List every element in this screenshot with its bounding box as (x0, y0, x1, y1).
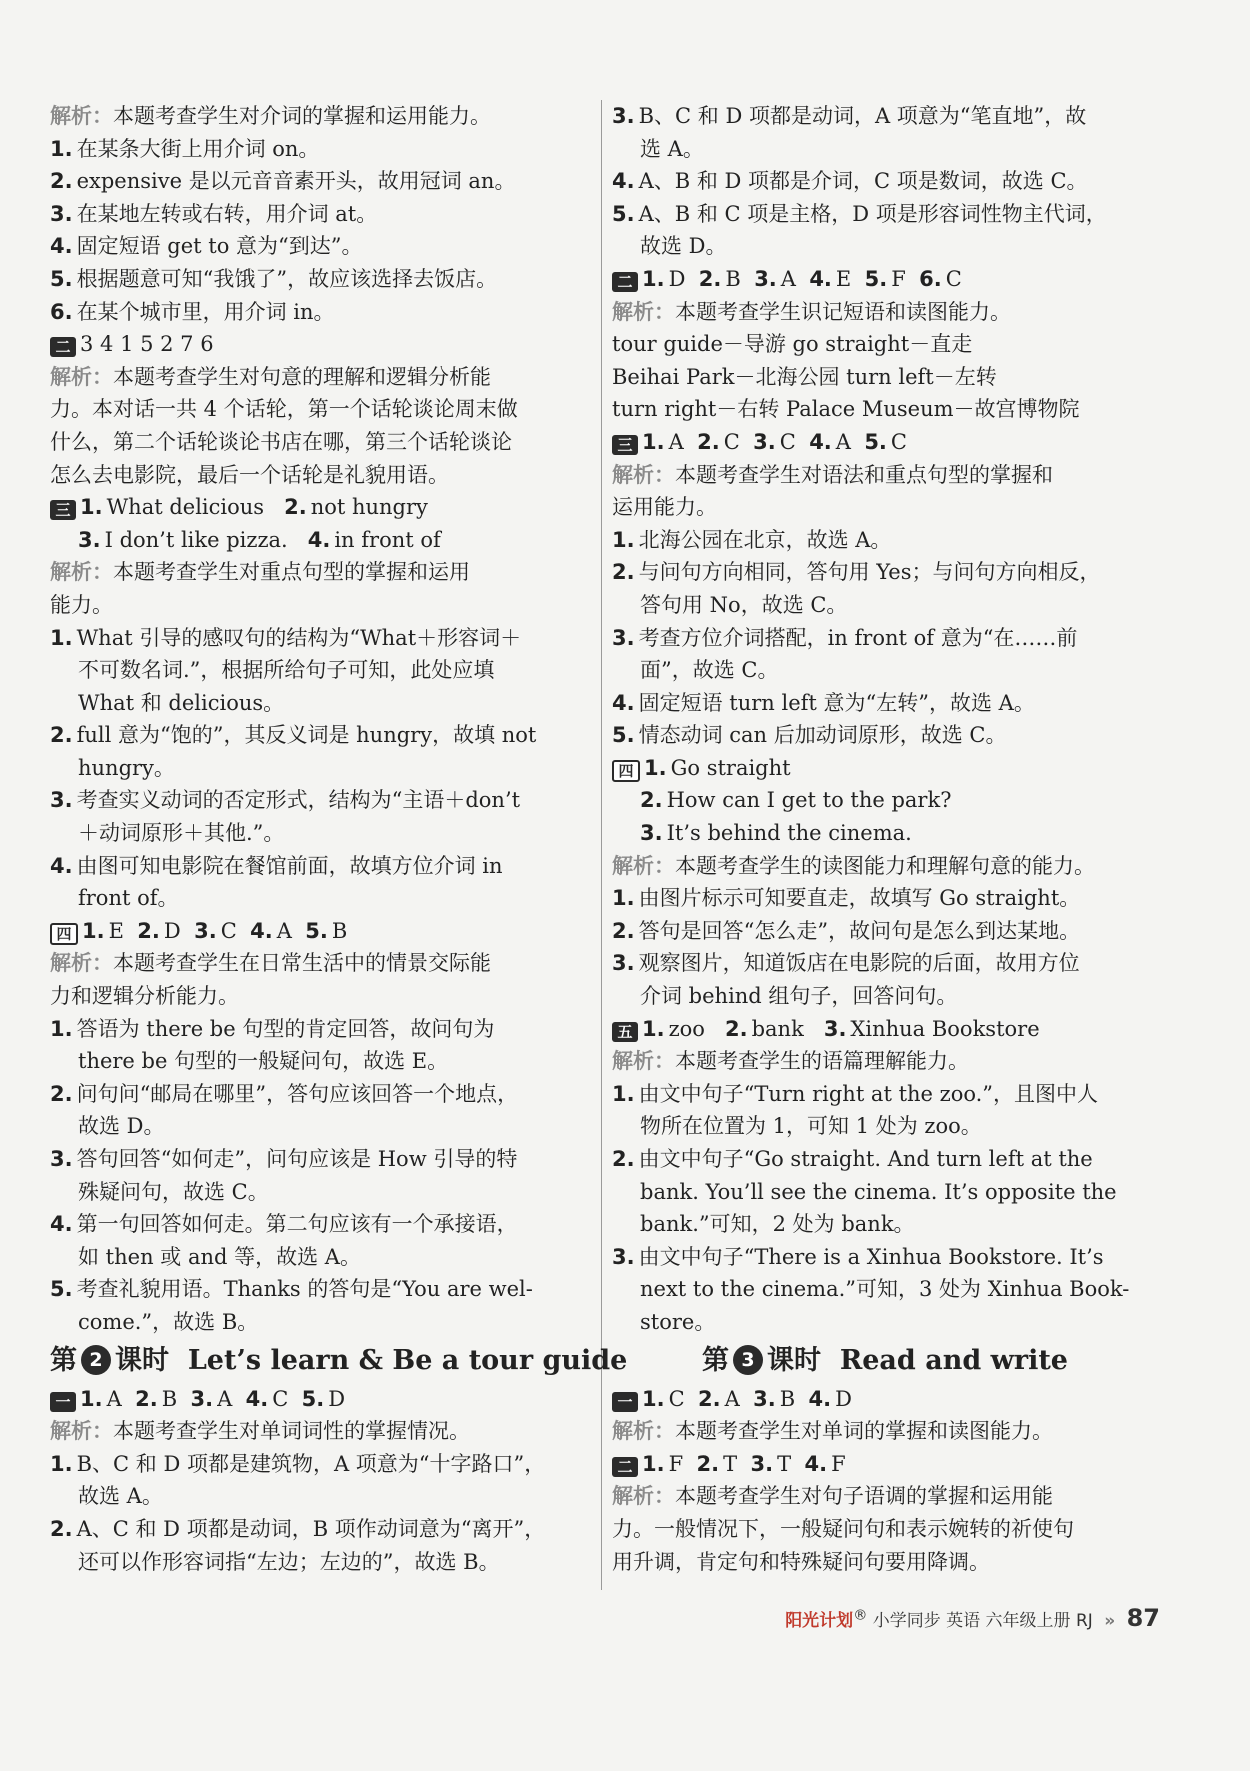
explanation-item: ＋动词原形＋其他.”。 (78, 821, 285, 846)
analysis-line: 怎么去电影院，最后一个话轮是礼貌用语。 (50, 462, 449, 487)
answer-line: 四 1. E 2. D 3. C 4. A 5. B (50, 915, 590, 948)
answer-line: 一 1. C 2. A 3. B 4. D (612, 1383, 1152, 1416)
left-column (50, 100, 628, 1578)
explanation-item: 3. 观察图片，知道饭店在电影院的后面，故用方位 (612, 951, 1080, 976)
explanation-item: 3. 由文中句子“There is a Xinhua Bookstore. It’s (612, 1244, 1104, 1269)
analysis-line: 运用能力。 (612, 495, 717, 520)
series-label: 小学同步 英语 六年级上册 RJ (872, 1611, 1093, 1631)
page-footer: 阳光计划® 小学同步 英语 六年级上册 RJ » 87 (785, 1604, 1160, 1632)
explanation-item: 故选 D。 (640, 234, 727, 259)
explanation-item: 1. 北海公园在北京，故选 A。 (612, 527, 892, 552)
answer-line: 二 1. D 2. B 3. A 4. E 5. F 6. C (612, 263, 1152, 296)
explanation-item: 5. 情态动词 can 后加动词原形，故选 C。 (612, 723, 1007, 748)
right-column (612, 100, 1152, 1578)
explanation-item: 2. 与问句方向相同，答句用 Yes；与问句方向相反， (612, 560, 1101, 585)
explanation-item: 选 A。 (640, 136, 704, 161)
explanation-item: 1. What 引导的感叹句的结构为“What＋形容词＋ (50, 625, 522, 650)
explanation-item: 1. 由图片标示可知要直走，故填写 Go straight。 (612, 886, 1081, 911)
analysis-line: 解析：本题考查学生对单词的掌握和读图能力。 (612, 1419, 1053, 1444)
answer-line: 3. I don’t like pizza. 4. in front of (78, 527, 441, 552)
explanation-item: 面”，故选 C。 (640, 658, 779, 683)
explanation-item: front of。 (78, 886, 179, 911)
explanation-item: 还可以作形容词指“左边；左边的”，故选 B。 (78, 1549, 500, 1574)
explanation-item: 1. 答语为 there be 句型的肯定回答，故问句为 (50, 1016, 495, 1041)
section-badge: 四 (612, 760, 640, 782)
analysis-line: 力。本对话一共 4 个话轮，第一个话轮谈论周末做 (50, 397, 518, 422)
page-number: 87 (1126, 1604, 1160, 1632)
section-badge: 二 (50, 337, 76, 357)
explanation-item: store。 (640, 1309, 716, 1334)
explanation-item: 3. 考查方位介词搭配，in front of 意为“在……前 (612, 625, 1078, 650)
vocab-line: turn right－右转 Palace Museum－故宫博物院 (612, 397, 1080, 422)
explanation-item: bank.”可知，2 处为 bank。 (640, 1212, 915, 1237)
analysis-line: 什么，第二个话轮谈论书店在哪，第三个话轮谈论 (50, 429, 512, 454)
explanation-item: 2. 由文中句子“Go straight. And turn left at the (612, 1147, 1093, 1171)
explanation-item: 4. 固定短语 turn left 意为“左转”，故选 A。 (612, 690, 1035, 715)
explanation-item: bank. You’ll see the cinema. It’s opposite the (640, 1179, 1117, 1204)
lesson-number-badge: 2 (81, 1345, 111, 1375)
analysis-line: 力。一般情况下，一般疑问句和表示婉转的祈使句 (612, 1516, 1074, 1541)
explanation-item: hungry。 (78, 755, 175, 780)
vocab-line: Beihai Park－北海公园 turn left－左转 (612, 364, 997, 389)
brand-name: 阳光计划 (785, 1611, 854, 1631)
explanation-item: 2. 问句问“邮局在哪里”，答句应该回答一个地点， (50, 1081, 519, 1106)
analysis-line: 用升调，肯定句和特殊疑问句要用降调。 (612, 1549, 990, 1574)
section-badge: 二 (612, 1457, 638, 1477)
analysis-line: 解析：本题考查学生的读图能力和理解句意的能力。 (612, 853, 1095, 878)
explanation-item: 5. A、B 和 C 项是主格，D 项是形容词性物主代词， (612, 201, 1107, 226)
explanation-item: 3. 答句回答“如何走”，问句应该是 How 引导的特 (50, 1147, 518, 1171)
analysis-line: 解析：本题考查学生对语法和重点句型的掌握和 (612, 462, 1053, 487)
analysis-line: 解析：本题考查学生在日常生活中的情景交际能 (50, 951, 491, 976)
analysis-line: 解析：本题考查学生的语篇理解能力。 (612, 1049, 969, 1074)
analysis-line: 解析：本题考查学生对句意的理解和逻辑分析能 (50, 364, 491, 389)
explanation-item: next to the cinema.”可知，3 处为 Xinhua Book- (640, 1277, 1130, 1302)
explanation-item: 故选 A。 (78, 1484, 163, 1509)
answer-line: 五 1. zoo 2. bank 3. Xinhua Bookstore (612, 1013, 1152, 1046)
analysis-line: 解析：本题考查学生对单词词性的掌握情况。 (50, 1419, 470, 1444)
explanation-item: 如 then 或 and 等，故选 A。 (78, 1244, 361, 1269)
section-badge: 五 (612, 1022, 638, 1042)
answer-line: 二 3 4 1 5 2 7 6 (50, 328, 590, 361)
explanation-item: 不可数名词.”，根据所给句子可知，此处应填 (78, 658, 495, 683)
analysis-line: 解析：本题考查学生对句子语调的掌握和运用能 (612, 1484, 1053, 1509)
explanation-item: 故选 D。 (78, 1114, 165, 1139)
answer-line: 三 1. What delicious 2. not hungry (50, 491, 590, 524)
explanation-item: 1. B、C 和 D 项都是建筑物，A 项意为“十字路口”， (50, 1451, 546, 1476)
double-arrow-icon: » (1104, 1611, 1116, 1631)
section-badge: 二 (612, 272, 638, 292)
section-badge: 三 (50, 500, 76, 520)
analysis-line: 能力。 (50, 592, 113, 617)
lesson-number-badge: 3 (733, 1345, 763, 1375)
answer-line: 2. How can I get to the park? (640, 788, 952, 813)
explanation-item: 介词 behind 组句子，回答问句。 (640, 984, 958, 1009)
explanation-item: 5. 考查礼貌用语。Thanks 的答句是“You are wel- (50, 1277, 533, 1302)
answer-line: 一 1. A 2. B 3. A 4. C 5. D (50, 1383, 590, 1416)
section-badge: 三 (612, 435, 638, 455)
lesson-heading: 第 2 课时 Let’s learn & Be a tour guide (50, 1344, 628, 1376)
answer-line: 二 1. F 2. T 3. T 4. F (612, 1448, 1152, 1481)
answer-line: 三 1. A 2. C 3. C 4. A 5. C (612, 426, 1152, 459)
answer-line: 四 1. Go straight (612, 752, 1152, 785)
vocab-line: tour guide－导游 go straight－直走 (612, 332, 973, 357)
explanation-item: 3. 考查实义动词的否定形式，结构为“主语＋don’t (50, 788, 521, 813)
section-badge: 四 (50, 923, 78, 945)
explanation-item: 2. expensive 是以元音音素开头，故用冠词 an。 (50, 169, 516, 194)
explanation-item: 4. 由图可知电影院在餐馆前面，故填方位介词 in (50, 853, 503, 878)
answer-line: 3. It’s behind the cinema. (640, 821, 912, 846)
analysis-line: 力和逻辑分析能力。 (50, 984, 239, 1009)
analysis-line: 解析：本题考查学生对重点句型的掌握和运用 (50, 560, 470, 585)
explanation-item: 4. A、B 和 D 项都是介词，C 项是数词，故选 C。 (612, 169, 1088, 194)
explanation-item: 2. 答句是回答“怎么走”，故问句是怎么到达某地。 (612, 918, 1081, 943)
section-badge: 一 (50, 1392, 76, 1412)
explanation-item: 1. 在某条大街上用介词 on。 (50, 136, 320, 161)
explanation-item: 3. 在某地左转或右转，用介词 at。 (50, 201, 378, 226)
lesson-heading: 第 3 课时 Read and write (702, 1344, 1068, 1376)
explanation-item: 答句用 No，故选 C。 (640, 592, 848, 617)
explanation-item: 5. 根据题意可知“我饿了”，故应该选择去饭店。 (50, 266, 498, 291)
explanation-item: come.”，故选 B。 (78, 1309, 259, 1334)
explanation-item: 物所在位置为 1，可知 1 处为 zoo。 (640, 1114, 982, 1139)
explanation-item: 3. B、C 和 D 项都是动词，A 项意为“笔直地”，故 (612, 104, 1087, 128)
analysis-line: 解析：本题考查学生识记短语和读图能力。 (612, 299, 1011, 324)
analysis-line: 解析：本题考查学生对介词的掌握和运用能力。 (50, 104, 491, 128)
section-badge: 一 (612, 1392, 638, 1412)
explanation-item: 4. 第一句回答如何走。第二句应该有一个承接语， (50, 1212, 518, 1237)
explanation-item: 6. 在某个城市里，用介词 in。 (50, 299, 335, 324)
explanation-item: What 和 delicious。 (78, 690, 285, 715)
explanation-item: 2. A、C 和 D 项都是动词，B 项作动词意为“离开”， (50, 1516, 546, 1541)
explanation-item: 4. 固定短语 get to 意为“到达”。 (50, 234, 363, 259)
explanation-item: 2. full 意为“饱的”，其反义词是 hungry，故填 not (50, 723, 537, 748)
explanation-item: there be 句型的一般疑问句，故选 E。 (78, 1049, 449, 1074)
explanation-item: 1. 由文中句子“Turn right at the zoo.”，且图中人 (612, 1081, 1099, 1106)
explanation-item: 殊疑问句，故选 C。 (78, 1179, 269, 1204)
